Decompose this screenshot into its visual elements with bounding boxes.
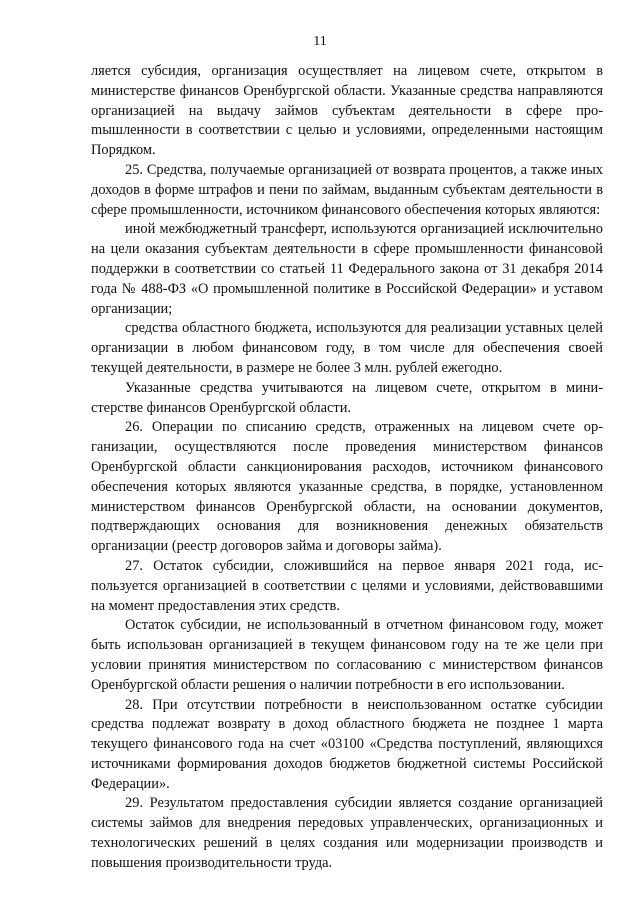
paragraph-27: 27. Остаток субсидии, сложившийся на первое января 2021 года, используется организацией в соответствии с целями и условиями, действовавшими на момент предоставления этих средств. bbox=[91, 557, 603, 614]
paragraph-25: 25. Средства, получаемые организацией от возврата процентов, а также иных доходов в форме штрафов и пени по займам, выданным субъектам деятельности в сфере промышленности, источником финансового обеспечения которых являются: bbox=[91, 161, 603, 218]
paragraph-26: 26. Операции по списанию средств, отраженных на лицевом счете организации, осуществляются после проведения министерством финансов Оренбургской области санкционирования расходов, источником финансового обеспечения которых являются указанные средства, в порядке, установленном министерством финансов Оренбургской области, на основании документов, подтверждающих основания для возникновения денежных обязательств организации (реестр договоров займа и договоры займа). bbox=[91, 419, 603, 555]
paragraph-25-regional-budget: средства областного бюджета, используются для реализации уставных целей организации в любом финансовом году, в том числе для обеспечения своей текущей деятельности, в размере не более 3 млн. рублей ежегодно. bbox=[91, 320, 603, 376]
paragraph-25-accounting: Указанные средства учитываются на лицевом счете, открытом в министерстве финансов Оренбургской области. bbox=[91, 379, 603, 416]
paragraph-27-remainder: Остаток субсидии, не использованный в отчетном финансовом году, может быть использован организацией в текущем финансовом году на те же цели при условии принятия министерством по согласованию с министерством финансов Оренбургской области решения о наличии потребности в его использовании. bbox=[91, 617, 603, 693]
document-body bbox=[91, 62, 603, 874]
paragraph-28: 28. При отсутствии потребности в неиспользованном остатке субсидии средства подлежат возврату в доход областного бюджета не позднее 1 марта текущего финансового года на счет «03100 «Средства поступлений, являющихся источниками формирования доходов бюджетов бюджетной системы Российской Федерации». bbox=[91, 696, 603, 792]
paragraph-continuation: ляется субсидия, организация осуществляет на лицевом счете, открытом в министерстве финансов Оренбургской области. Указанные средства направляются организацией на выдачу займов субъектам деятельности в сфере проmышленности в соответствии с целью и условиями, определенными настоящим Порядком. bbox=[91, 63, 603, 159]
paragraph-29: 29. Результатом предоставления субсидии является создание организацией системы займов для внедрения передовых управленческих, организационных и технологических решений в целях создания или модернизации производств и повышения производительности труда. bbox=[91, 795, 603, 871]
paragraph-25-interbudget-transfer: иной межбюджетный трансферт, используются организацией исключительно на цели оказания субъектам деятельности в сфере промышленности финансовой поддержки в соответствии со статьей 11 Федерального закона от 31 декабря 2014 года № 488-ФЗ «О промышленной политике в Российской Федерации» и уставом организации; bbox=[91, 221, 603, 317]
page-number: 11 bbox=[313, 34, 327, 49]
